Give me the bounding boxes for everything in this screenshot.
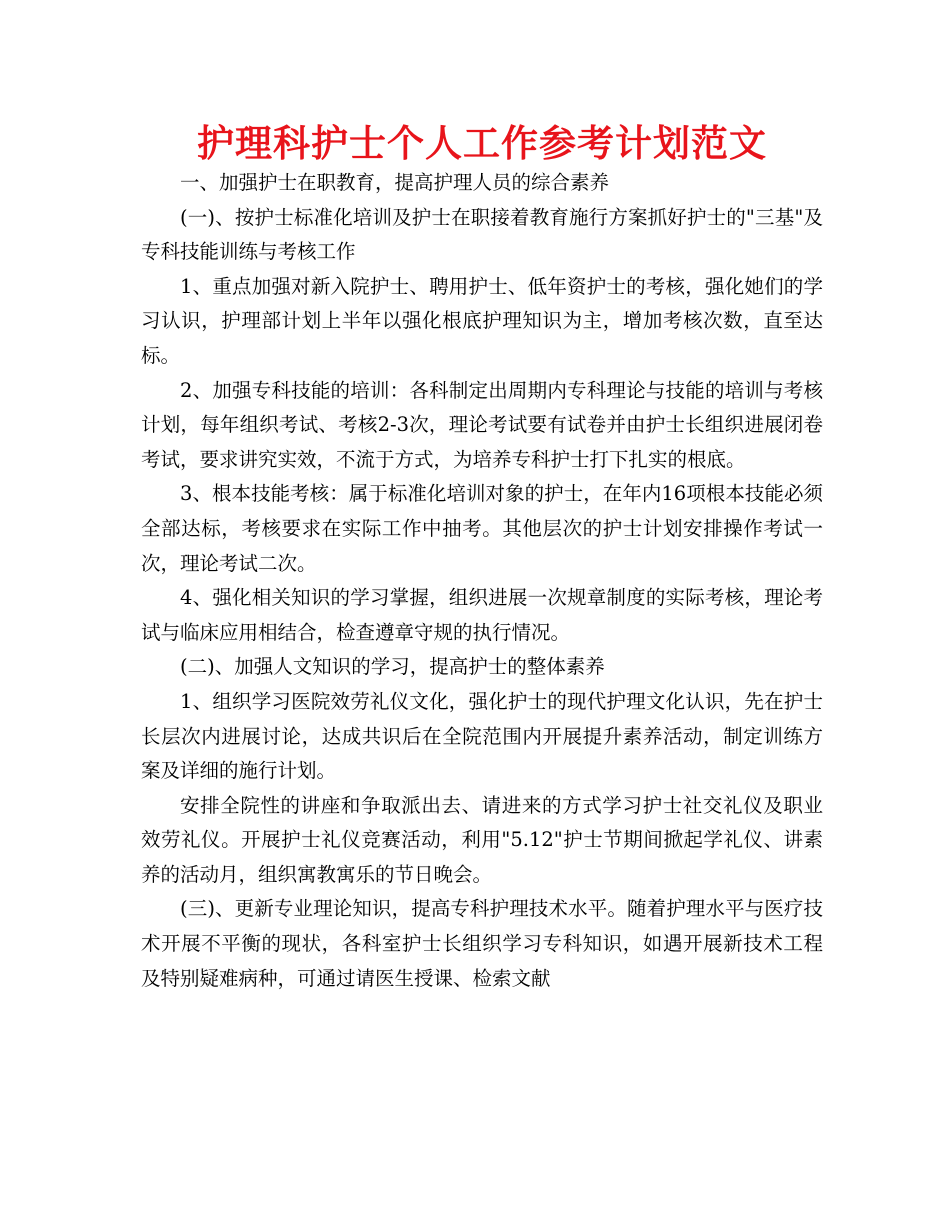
paragraph-7: 1、组织学习医院效劳礼仪文化，强化护士的现代护理文化认识，先在护士长层次内进展讨论，达成共识后在全院范围内开展提升素养活动，制定训练方案及详细的施行计划。 (141, 689, 823, 783)
paragraph-9: (三)、更新专业理论知识，提高专科护理技术水平。随着护理水平与医疗技术开展不平衡的现状，各科室护士长组织学习专科知识，如遇开展新技术工程及特别疑难病种，可通过请医生授课、检索文献 (141, 897, 823, 990)
paragraph-1: (一)、按护士标准化培训及护士在职接着教育施行方案抓好护士的"三基"及专科技能训练与考核工作 (141, 205, 823, 264)
paragraph-2: 1、重点加强对新入院护士、聘用护士、低年资护士的考核，强化她们的学习认识，护理部计划上半年以强化根底护理知识为主，增加考核次数，直至达标。 (141, 274, 823, 367)
document-body (141, 118, 823, 996)
paragraph-6: (二)、加强人文知识的学习，提高护士的整体素养 (180, 655, 605, 679)
document-title: 护理科护士个人工作参考计划范文 (197, 121, 767, 165)
document-text (141, 166, 823, 996)
paragraph-4: 3、根本技能考核：属于标准化培训对象的护士，在年内16项根本技能必须全部达标，考核要求在实际工作中抽考。其他层次的护士计划安排操作考试一次，理论考试二次。 (141, 482, 823, 575)
paragraph-5: 4、强化相关知识的学习掌握，组织进展一次规章制度的实际考核，理论考试与临床应用相结合，检查遵章守规的执行情况。 (141, 586, 823, 644)
section-heading-1: 一、加强护士在职教育，提高护理人员的综合素养 (180, 171, 610, 194)
paragraph-3: 2、加强专科技能的培训：各科制定出周期内专科理论与技能的培训与考核计划，每年组织考试、考核2-3次，理论考试要有试卷并由护士长组织进展闭卷考试，要求讲究实效，不流于方式，为培养专科护士打下扎实的根底。 (141, 378, 823, 471)
paragraph-8: 安排全院性的讲座和争取派出去、请进来的方式学习护士社交礼仪及职业效劳礼仪。开展护士礼仪竞赛活动，利用"5.12"护士节期间掀起学礼仪、讲素养的活动月，组织寓教寓乐的节日晚会。 (141, 793, 823, 886)
